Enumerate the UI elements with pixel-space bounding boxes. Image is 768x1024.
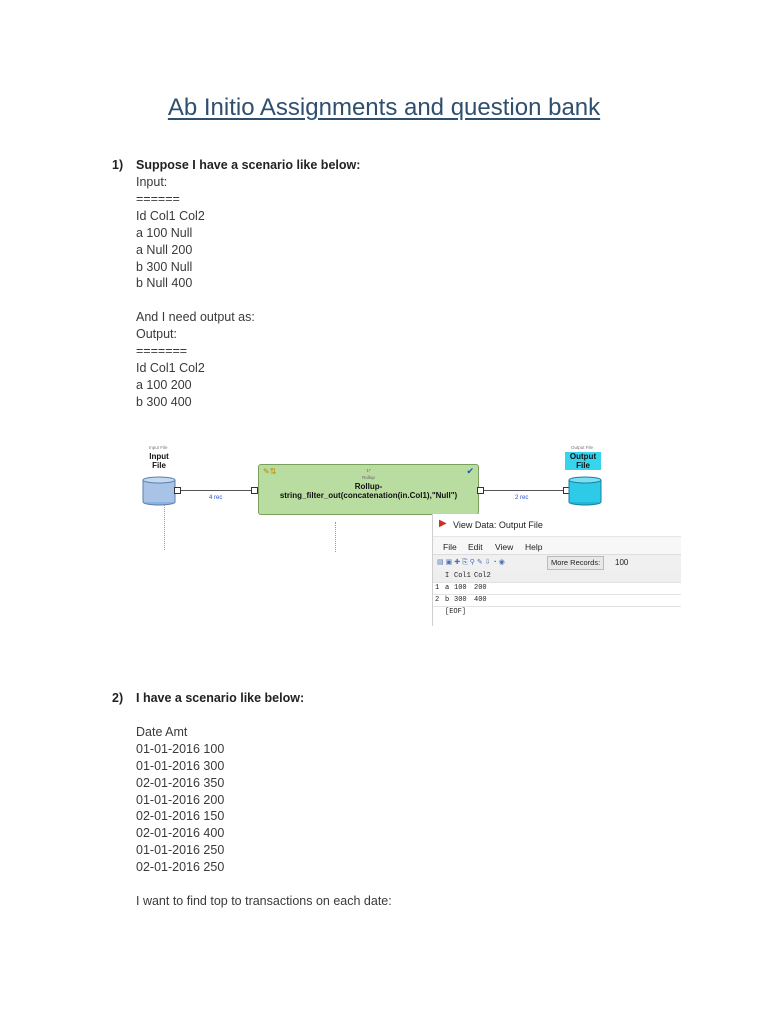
rollup-caption: Rollup: [362, 475, 375, 480]
toolbar-icons[interactable]: ▤▣✚⎘⚲✎⇩◔◉: [437, 559, 507, 566]
output-flow[interactable]: [484, 490, 563, 491]
view-data-window[interactable]: [432, 514, 681, 626]
text-line: I want to find top to transactions on each date:: [136, 893, 392, 908]
output-file-caption: Output File: [571, 445, 594, 450]
text-line: ======: [136, 191, 180, 206]
view-data-title: View Data: Output File: [453, 520, 543, 530]
menu-bar: [433, 536, 681, 555]
column-header-col1[interactable]: Col1: [454, 572, 471, 580]
text-line: [136, 707, 392, 724]
grid-header: [433, 571, 681, 583]
input-out-port[interactable]: [174, 487, 181, 494]
text-line: [136, 876, 392, 893]
text-line: 01-01-2016 100: [136, 741, 225, 756]
text-line: b Null 400: [136, 276, 193, 291]
menu-help[interactable]: Help: [525, 542, 543, 552]
column-header-col2[interactable]: Col2: [474, 572, 491, 580]
menu-file[interactable]: File: [443, 542, 457, 552]
rollup-component[interactable]: ✎⇅ ✔ 1* Rollup Rollup- string_filter_out(concatenation(in.Col1),"Null"): [258, 464, 479, 515]
text-line: Date Amt: [136, 724, 188, 739]
text-line: 02-01-2016 400: [136, 826, 225, 841]
output-record-count: 2 rec: [515, 495, 529, 501]
text-line: 02-01-2016 350: [136, 775, 225, 790]
question-1-number: 1): [112, 158, 124, 172]
guide-line: [335, 522, 336, 552]
menu-edit[interactable]: Edit: [468, 542, 483, 552]
text-line: 01-01-2016 200: [136, 792, 225, 807]
text-line: 01-01-2016 300: [136, 758, 225, 773]
view-data-titlebar[interactable]: [433, 514, 681, 536]
app-logo-icon: ▶: [439, 518, 447, 529]
text-line: 02-01-2016 150: [136, 809, 225, 824]
question-2-heading: I have a scenario like below:: [136, 691, 305, 705]
output-file-label: Output File: [565, 452, 601, 470]
text-line: =======: [136, 344, 188, 359]
question-2-number: 2): [112, 691, 124, 705]
text-line: Id Col1 Col2: [136, 208, 205, 223]
rollup-in-port[interactable]: [251, 487, 258, 494]
text-line: Input:: [136, 175, 168, 189]
text-line: [136, 292, 255, 309]
more-records-button[interactable]: More Records:: [547, 556, 604, 570]
toolbar: [433, 554, 681, 571]
menu-view[interactable]: View: [495, 542, 514, 552]
question-2-body: [136, 707, 392, 910]
text-line: Id Col1 Col2: [136, 360, 205, 375]
input-file-label: Input File: [149, 452, 169, 470]
text-line: 02-01-2016 250: [136, 860, 225, 875]
graph-diagram: [135, 430, 680, 626]
more-records-value[interactable]: 100: [615, 558, 629, 567]
text-line: a 100 Null: [136, 225, 193, 240]
checkmark-icon: ✔: [466, 466, 474, 476]
eof-row: [433, 607, 681, 618]
wrench-icon: ✎⇅: [263, 467, 277, 476]
text-line: And I need output as:: [136, 310, 255, 325]
input-record-count: 4 rec: [209, 495, 223, 501]
table-row[interactable]: 2 b 300 400: [433, 595, 681, 607]
document-title: Ab Initio Assignments and question bank: [167, 94, 601, 121]
eof-marker: [EOF]: [445, 608, 467, 616]
column-header-id[interactable]: I: [445, 572, 450, 580]
text-line: Output:: [136, 327, 177, 342]
input-flow[interactable]: [181, 490, 252, 491]
question-1-body: [136, 174, 255, 411]
rollup-label: Rollup- string_filter_out(concatenation(in.Col1),"Null"): [279, 482, 458, 500]
text-line: b 300 Null: [136, 259, 193, 274]
question-1-heading: Suppose I have a scenario like below:: [136, 158, 361, 172]
text-line: a Null 200: [136, 242, 193, 257]
text-line: 01-01-2016 250: [136, 843, 225, 858]
data-grid: [433, 571, 681, 626]
table-row[interactable]: 1 a 100 200: [433, 583, 681, 595]
text-line: a 100 200: [136, 377, 192, 392]
output-file-icon[interactable]: [567, 476, 607, 506]
text-line: b 300 400: [136, 394, 192, 409]
input-file-caption: Input File: [149, 445, 168, 450]
rollup-out-port[interactable]: [477, 487, 484, 494]
